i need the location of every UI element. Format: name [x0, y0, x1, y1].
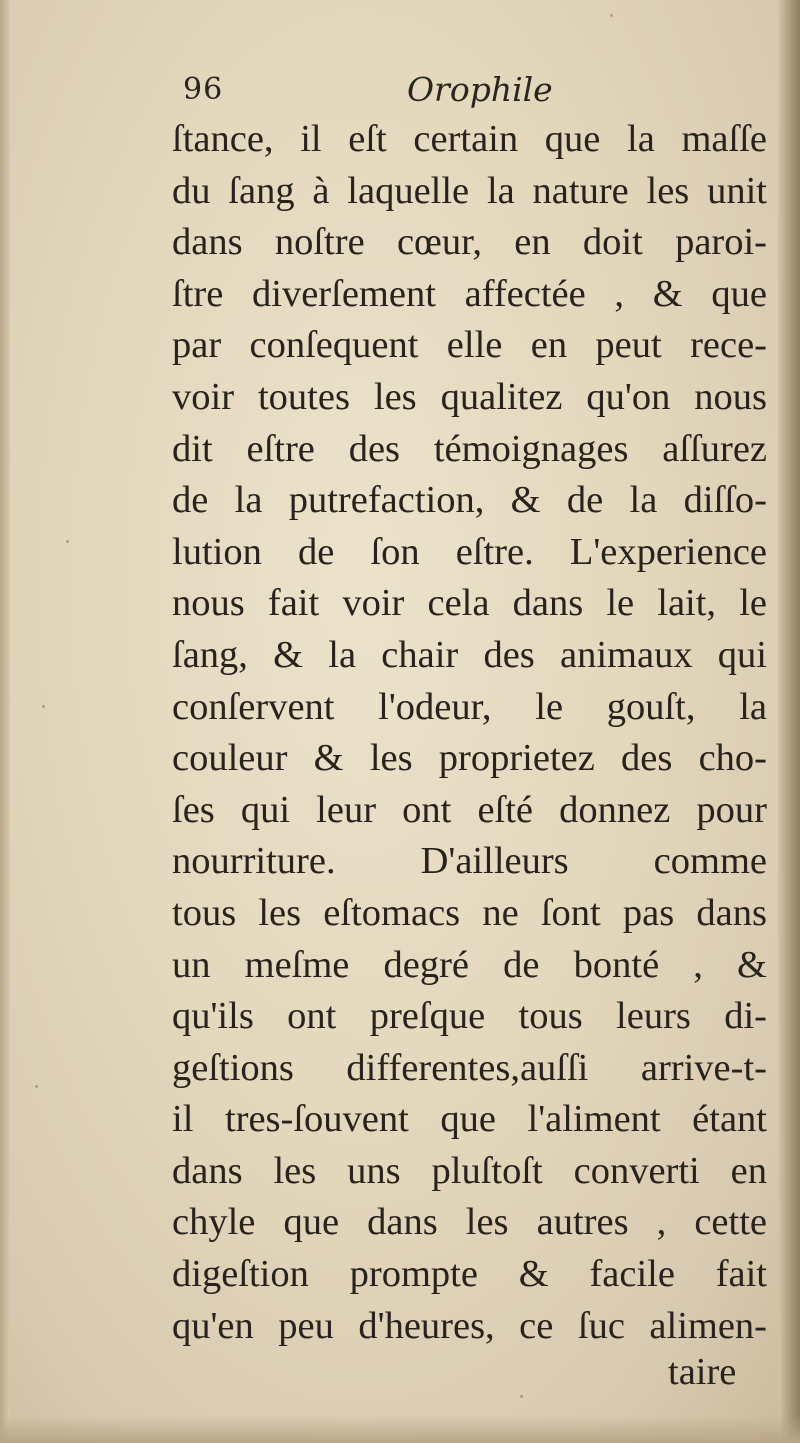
text-line: qu'en peu d'heures, ce ſuc alimen- [172, 1304, 767, 1347]
text-line: dans les uns pluſtoſt converti en [172, 1149, 767, 1192]
text-line: digeſtion prompte & facile fait [172, 1253, 767, 1296]
text-line: nourriture. D'ailleurs comme [172, 840, 767, 883]
page-edge-left [0, 0, 10, 1443]
page-number: 96 [183, 72, 224, 107]
text-line: couleur & les proprietez des cho- [172, 737, 767, 780]
text-line: lution de ſon eſtre. L'experience [172, 530, 767, 573]
text-line: de la putrefaction, & de la diſſo- [172, 479, 767, 522]
text-line: ſang, & la chair des animaux qui [172, 633, 767, 676]
text-line: chyle que dans les autres , cette [172, 1201, 767, 1244]
text-line: geſtions differentes,auſſi arrive-t- [172, 1046, 767, 1089]
text-line: ſtance, il eſt certain que la maſſe [172, 118, 767, 160]
text-line: dit eſtre des témoignages aſſurez [172, 427, 767, 470]
text-line: par conſequent elle en peut rece- [172, 324, 767, 367]
catchword: taire [668, 1351, 737, 1393]
text-line: qu'ils ont preſque tous leurs di- [172, 995, 767, 1038]
page-edge-bottom [0, 1415, 800, 1443]
page-edge-right [778, 0, 800, 1443]
text-line: dans noſtre cœur, en doit paroi- [172, 221, 767, 264]
text-line: ſtre diverſement affectée , & que [172, 272, 767, 315]
running-title: Orophile [407, 70, 553, 109]
text-line: tous les eſtomacs ne ſont pas dans [172, 891, 767, 934]
text-line: ſes qui leur ont eſté donnez pour [172, 788, 767, 831]
text-line: conſervent l'odeur, le gouſt, la [172, 685, 767, 728]
text-line: il tres-ſouvent que l'aliment étant [172, 1098, 767, 1141]
text-line: du ſang à laquelle la nature les unit [172, 169, 767, 212]
text-line: nous fait voir cela dans le lait, le [172, 582, 767, 625]
body-text [172, 114, 767, 1352]
text-line: voir toutes les qualitez qu'on nous [172, 375, 767, 418]
page-header [175, 66, 775, 116]
text-line: un meſme degré de bonté , & [172, 943, 767, 986]
